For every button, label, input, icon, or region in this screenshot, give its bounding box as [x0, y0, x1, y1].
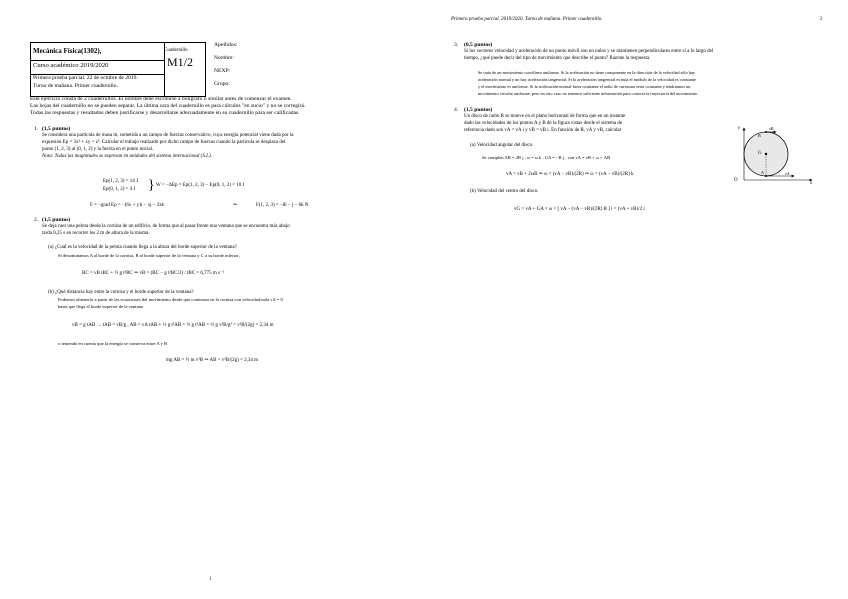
instruction-3: Todas las respuestas y resultados deben justificarse y desarrollarse adecuadamente en su cuadernillo para ser calificadas.	[30, 110, 300, 116]
q2b-text-3: o teniendo en cuenta que la energía se conserva entre A y B	[58, 341, 168, 346]
q1-eq-force-value: F(1, 2, 3) = −8i − j − 6k N	[256, 203, 309, 208]
q1-eq-work: W = −ΔEp = Ep(1, 2, 3) − Ep(0, 1, 2) = 10 J	[156, 183, 245, 188]
q1-eq-force: F = −grad Ep = −(6x + y)i − xj − 2zk	[90, 203, 165, 208]
instruction-2: Las hojas del cuadernillo no se pueden separar. La última cara del cuadernillo es para cálculos "en sucio" y no se corregirá.	[30, 103, 306, 109]
q4-line-2: dado las velocidades de los puntos A y B de la figura vistas desde el sistema de	[464, 121, 623, 126]
field-nexp[interactable]: NEXP:	[214, 68, 231, 74]
q1-eq-ep-initial: Ep(1, 2, 3) = 14 J	[103, 179, 138, 184]
q2a-label: (a) ¿Cuál es la velocidad de la pelota cuando llega a la altura del borde superior de la ventana?	[48, 245, 237, 250]
q1-points: (1,5 puntos)	[42, 126, 71, 132]
q3-answer-3: y el movimiento es uniforme. Si la aceleración normal fuera constante el radio de curvatura sería constante y tendríamos un	[478, 84, 691, 89]
q4b-label: (b) Velocidad del centro del disco.	[470, 189, 539, 194]
q2b-text-2: hasta que llega al borde superior de la ventana	[58, 304, 143, 309]
q3-points: (0,5 puntos)	[464, 42, 493, 48]
academic-year: Curso académico 2019/2020	[33, 62, 109, 69]
q3-line-2: tiempo, ¿qué puede decir del tipo de movimiento que describe el punto? Razone la respuesta.	[464, 56, 651, 61]
q2-line-1: Se deja caer una pelota desde la cornisa de un edificio, de forma que al pasar frente una ventana que se encuentra más abajo	[42, 224, 290, 229]
q4a-label: (a) Velocidad angular del disco.	[470, 143, 534, 148]
q2a-text: Si denominamos A al borde de la cornisa, B al borde superior de la ventana y C a su borde inferior,	[58, 253, 240, 258]
q2-line-2: tarda 0,25 s en recorrer los 2 m de altura de la misma.	[42, 231, 150, 236]
q2b-equation: vB = g tAB → tAB = vB/g , AB = vA tAB + ½ g t²AB = ½ g t²AB = ½ g v²B/g² = v²B/(2g) = 2,34 m	[72, 323, 274, 328]
page-number-2: 2	[820, 17, 823, 22]
running-header: Primera prueba parcial. 2019/2020. Turno de mañana. Primer cuadernillo.	[451, 17, 603, 22]
page-2	[424, 0, 848, 599]
fig-label-o: O	[734, 178, 738, 183]
q2b-label: (b) ¿Qué distancia hay entre la cornisa y el borde superior de la ventana?	[48, 290, 194, 295]
field-group[interactable]: Grupo:	[214, 81, 230, 87]
q1-eq-implies: ⇒	[233, 203, 238, 208]
q4-number: 4.	[454, 107, 459, 113]
exam-shift: Turno de mañana. Primer cuadernillo.	[33, 83, 118, 89]
q2a-equation: BC = vB tBC + ½ g t²BC ⇒ vB = (BC − g t²BC/2) / tBC = 6,775 m s⁻¹	[82, 271, 225, 276]
exam-title: Primera prueba parcial. 22 de octubre de 2019.	[33, 75, 138, 81]
q1-eq-ep-final: Ep(0, 1, 2) = 4 J	[103, 187, 136, 192]
q4-points: (1,5 puntos)	[464, 107, 493, 113]
fig-label-b: B	[758, 133, 761, 138]
q2-number: 2.	[34, 217, 39, 223]
q1-line-1: Se considera una partícula de masa m, sometida a un campo de fuerzas conservativo, cuya energía potencial viene dada por la	[42, 133, 294, 138]
q1-line-2: expresión Ep = 3x² + xy + z². Calcular el trabajo realizado por dicho campo de fuerzas cuando la partícula se desplaza del	[42, 140, 286, 145]
fig-label-va: vA	[785, 171, 790, 176]
q3-line-1: Si los vectores velocidad y aceleración de un punto móvil son no nulos y se mantienen perpendiculares entre sí a lo largo del	[464, 49, 714, 54]
q4b-equation: vG = vA + GA × ω = [ vA − (vA − vB)/(2R) R ] i = (vA + vB)/2 i	[514, 207, 645, 212]
field-name[interactable]: Nombre:	[214, 55, 234, 61]
booklet-label: Cuadernillo	[164, 48, 188, 53]
q2-points: (1,5 puntos)	[42, 217, 71, 223]
q2b-text-1: Podemos obtenerlo a partir de las ecuaciones del movimiento desde que comienza en la cornisa con velocidad nula vA = 0	[58, 297, 283, 302]
q1-note: Nota: Todas las magnitudes se expresan en unidades del sistema internacional (S.I.).	[42, 154, 212, 159]
q2b-equation-2: mg AB = ½ m v²B ⇒ AB = v²B/(2g) = 2,34 m	[166, 358, 259, 363]
q4a-equation-2: vA = vB + 2ωR ⇒ ω = (vA − vB)/(2R) ⇒ ω = (vA − vB)/(2R) k	[506, 172, 634, 177]
fig-label-y: y	[738, 126, 741, 131]
booklet-code: M1/2	[167, 55, 194, 69]
q3-number: 3.	[454, 42, 459, 48]
q3-answer-1: Se trata de un movimiento curvilíneo uniforme. Si la aceleración no tiene componente en la dirección de la velocidad sólo hay	[478, 70, 696, 75]
q1-line-3: punto (1, 2, 3) al (0, 1, 2) y la fuerza en el punto inicial.	[42, 147, 154, 152]
fig-label-a: A	[761, 170, 765, 175]
field-surname[interactable]: Apellidos:	[214, 42, 238, 48]
instruction-1: Este ejercicio consta de 2 cuadernillos. El nombre debe escribirse a bolígrafo o similar antes de comenzar el examen.	[30, 96, 292, 102]
q4-line-1: Un disco de radio R se mueve en el plano horizontal de forma que en un instante	[464, 114, 626, 119]
fig-label-x: x	[810, 181, 813, 186]
q1-number: 1.	[34, 126, 39, 132]
q3-answer-2: aceleración normal y no hay aceleración tangencial. Si la aceleración tangencial es nula el módulo de la velocidad es constante	[478, 77, 696, 82]
q4a-equation-1: Se cumplen AB = 2R j , ω = ω k , GA = −R j , con vA = vB + ω × AB	[482, 155, 611, 160]
fig-label-vb: vB	[769, 126, 774, 131]
course-name: Mecánica Física(1302),	[33, 47, 102, 55]
q4-line-3: referencia dado son vA = vA i y vB = vB i. En función de R, vA y vB, calcular	[464, 128, 622, 133]
q1-brace: }	[148, 178, 155, 193]
q3-answer-4: movimiento circular uniforme, pero en otro caso no tenemos suficiente información para conocer la trayectoria del movimiento.	[478, 91, 699, 96]
fig-label-g: G	[758, 151, 762, 156]
page-number-1: 1	[209, 577, 212, 582]
